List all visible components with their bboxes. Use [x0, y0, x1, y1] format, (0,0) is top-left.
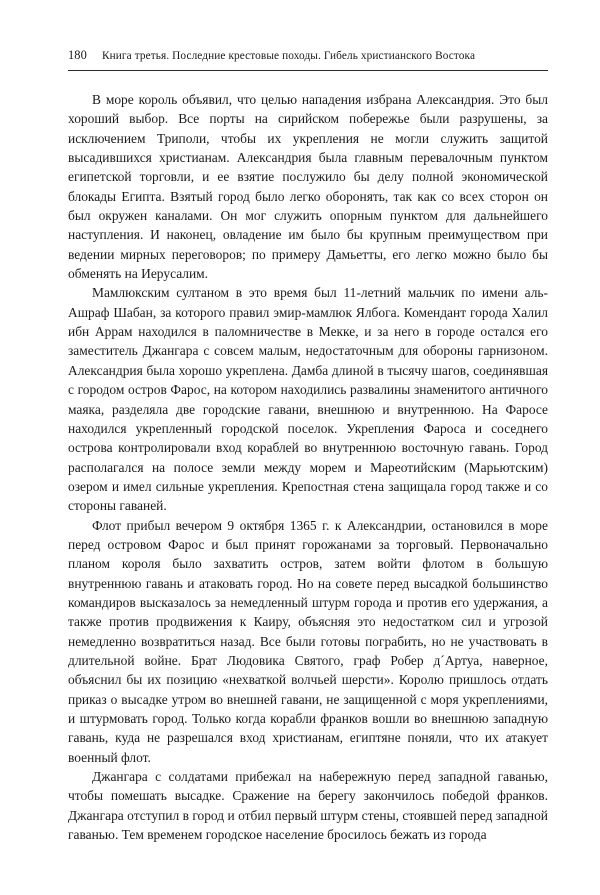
paragraph: Джангара с солдатами прибежал на набережную перед западной гаванью, чтобы помешать высадке. Сражение на берегу закончилось победой франков. Джангара отступил в город и отбил первый штурм стены, стоявшей перед западной гаванью. Тем временем городское население бросилось бежать из города [68, 769, 548, 843]
page-number: 180 [68, 48, 87, 62]
page-header [68, 48, 548, 63]
page-body [68, 90, 548, 844]
running-title: Книга третья. Последние крестовые походы. Гибель христианского Востока [102, 50, 476, 62]
paragraph: В море король объявил, что целью нападения избрана Александрия. Это был хороший выбор. Все порты на сирийском побережье были разрушены, за исключением Триполи, чтобы их укрепления не могли служить защитой высадившихся христианам. Александрия была главным перевалочным пунктом египетской торговли, и ее взятие послужило бы делу полной экономической блокады Египта. Взятый город было легко оборонять, так как со всех сторон он был окружен каналами. Он мог служить опорным пунктом для дальнейшего наступления. И наконец, овладение им было бы крупным преимуществом при ведении мирных переговоров; по примеру Дамьетты, его легко можно было бы обменять на Иерусалим. [68, 92, 548, 282]
paragraph: Мамлюкским султаном в это время был 11-летний мальчик по имени аль-Ашраф Шабан, за которого правил эмир-мамлюк Ялбога. Комендант города Халил ибн Аррам находился в паломничестве в Мекке, и за него в городе остался его заместитель Джангара с совсем малым, недостаточным для обороны гарнизоном. Александрия была хорошо укреплена. Дамба длиной в тысячу шагов, соединявшая с городом остров Фарос, на котором находились развалины знаменитого античного маяка, разделяла две городские гавани, внешнюю и внутреннюю. На Фаросе находился укрепленный городской поселок. Укрепления Фароса и соседнего острова контролировали вход кораблей во внутреннюю восточную гавань. Город располагался на полосе земли между морем и Мареотийским (Марьютским) озером и имел сильные укрепления. Крепостная стена защищала город также и со стороны гаваней. [68, 285, 548, 514]
header-divider [68, 70, 548, 71]
paragraph: Флот прибыл вечером 9 октября 1365 г. к Александрии, остановился в море перед островом Фарос и был принят горожанами за торговый. Первоначально планом короля было захватить остров, затем войти флотом в большую внутреннюю гавань и атаковать город. Но на совете перед высадкой большинство командиров высказалось за немедленный штурм города и против его удержания, а также против продвижения к Каиру, объясняя это недостатком сил и угрозой немедленно возвратиться назад. Все были готовы пограбить, но не участвовать в длительной войне. Брат Людовика Святого, граф Робер д´Артуа, наверное, объяснил бы их позицию «нехваткой волчьей шерсти». Королю пришлось отдать приказ о высадке утром во внешней гавани, не защищенной с моря укреплениями, и штурмовать город. Только когда корабли франков вошли во внешнюю западную гавань, куда не разрешался вход христианам, египтяне поняли, что их атакует военный флот. [68, 517, 548, 765]
